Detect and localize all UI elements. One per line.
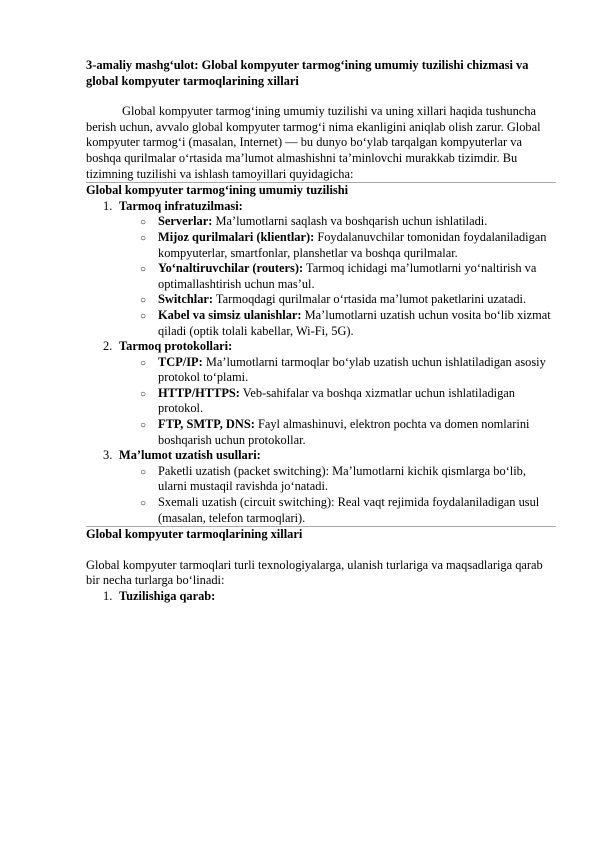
section-heading-structure: Global kompyuter tarmogʻining umumiy tuzilishi (86, 183, 349, 198)
sub-list (119, 214, 556, 339)
sub-item-text: Sxemali uzatish (circuit switching): Real vaqt rejimida foydalaniladigan usul (masalan, telefon tarmoqlari). (158, 495, 540, 525)
sub-item-text: Maʼlumotlarni tarmoqlar boʻylab uzatish uchun ishlatiladigan asosiy protokol toʻplami. (158, 354, 546, 385)
list-item (86, 589, 556, 605)
sub-list-item (119, 355, 556, 386)
list-item-title: Maʼlumot uzatish usullari: (119, 448, 261, 463)
sub-item-term: Yoʻnaltiruvchilar (routers): (158, 261, 304, 276)
sub-list-item (119, 230, 556, 261)
circle-bullet-icon: ○ (140, 466, 147, 478)
circle-bullet-icon: ○ (140, 420, 147, 432)
sub-item-term: FTP, SMTP, DNS: (158, 417, 255, 432)
sub-item-text: Maʼlumotlarni saqlash va boshqarish uchun ishlatiladi. (212, 214, 488, 229)
types-list (86, 589, 556, 605)
sub-item-text: Veb-sahifalar va boshqa xizmatlar uchun ishlatiladigan protokol. (158, 385, 515, 416)
sub-list (119, 464, 556, 526)
sub-list-item (119, 495, 556, 526)
circle-bullet-icon: ○ (140, 388, 147, 400)
circle-bullet-icon: ○ (140, 310, 147, 322)
list-item-title: Tarmoq infratuzilmasi: (119, 198, 243, 213)
list-number: 1. (103, 589, 113, 603)
sub-item-text: Fayl almashinuvi, elektron pochta va domen nomlarini boshqarish uchun protokollar. (158, 417, 530, 447)
sub-list-item (119, 261, 556, 292)
list-number: 2. (103, 339, 113, 354)
sub-list-item (119, 308, 556, 339)
sub-list-item (119, 386, 556, 417)
sub-list-item (119, 464, 556, 495)
section-heading-types: Global kompyuter tarmoqlarining xillari (86, 527, 303, 542)
list-item (86, 339, 556, 448)
circle-bullet-icon: ○ (140, 498, 147, 510)
sub-list-item (119, 292, 556, 308)
list-item (86, 199, 556, 339)
document-title: 3-amaliy mashgʻulot: Global kompyuter tarmogʻining umumiy tuzilishi chizmasi va global kompyuter tarmoqlarining xillari (86, 58, 529, 88)
structure-list (86, 199, 556, 526)
list-item (86, 448, 556, 526)
sub-item-term: Mijoz qurilmalari (klientlar): (158, 229, 315, 244)
intro-paragraph: Global kompyuter tarmogʻining umumiy tuzilishi va uning xillari haqida tushuncha berish uchun, avvalo global kompyuter tarmogʻi nima ekanligini aniqlab olish zarur. Global kompyuter tarmogʻi (masalan, Internet) — bu dunyo boʻylab tarqalgan kompyuterlar va boshqa qurilmalar oʻrtasida maʼlumot almashishni taʼminlovchi murakkab tizimdir. Bu tizimning tuzilishi va ishlash tamoyillari quyidagicha: (86, 104, 541, 181)
sub-item-text: Foydalanuvchilar tomonidan foydalaniladigan kompyuterlar, smartfonlar, planshetlar va boshqa qurilmalar. (158, 229, 547, 260)
sub-item-term: Kabel va simsiz ulanishlar: (158, 307, 302, 322)
circle-bullet-icon: ○ (140, 232, 147, 244)
sub-item-term: Serverlar: (158, 214, 213, 229)
sub-list (119, 355, 556, 449)
list-item-title: Tuzilishiga qarab: (119, 589, 216, 603)
list-item-title: Tarmoq protokollari: (119, 339, 233, 354)
sub-item-term: Switchlar: (158, 292, 214, 307)
sub-item-text: Maʼlumotlarni uzatish uchun vosita boʻlib xizmat qiladi (optik tolali kabellar, Wi-Fi, 5G). (158, 307, 551, 338)
sub-list-item (119, 417, 556, 448)
circle-bullet-icon: ○ (140, 264, 147, 276)
circle-bullet-icon: ○ (140, 217, 147, 229)
sub-list-item (119, 214, 556, 230)
sub-item-text: Paketli uzatish (packet switching): Maʼlumotlarni kichik qismlarga boʻlib, ularni mustaqil ravishda joʻnatadi. (158, 463, 526, 494)
types-paragraph: Global kompyuter tarmoqlari turli texnologiyalarga, ulanish turlariga va maqsadlariga qarab bir necha turlarga boʻlinadi: (86, 557, 543, 588)
sub-item-term: TCP/IP: (158, 354, 203, 369)
sub-item-term: HTTP/HTTPS: (158, 385, 240, 400)
document-page (86, 58, 556, 605)
sub-item-text: Tarmoqdagi qurilmalar oʻrtasida maʼlumot paketlarini uzatadi. (213, 292, 527, 307)
circle-bullet-icon: ○ (140, 295, 147, 307)
list-number: 3. (103, 448, 113, 463)
circle-bullet-icon: ○ (140, 357, 147, 369)
list-number: 1. (103, 198, 113, 213)
sub-item-text: Tarmoq ichidagi maʼlumotlarni yoʻnaltirish va optimallashtirish uchun masʼul. (158, 261, 537, 291)
